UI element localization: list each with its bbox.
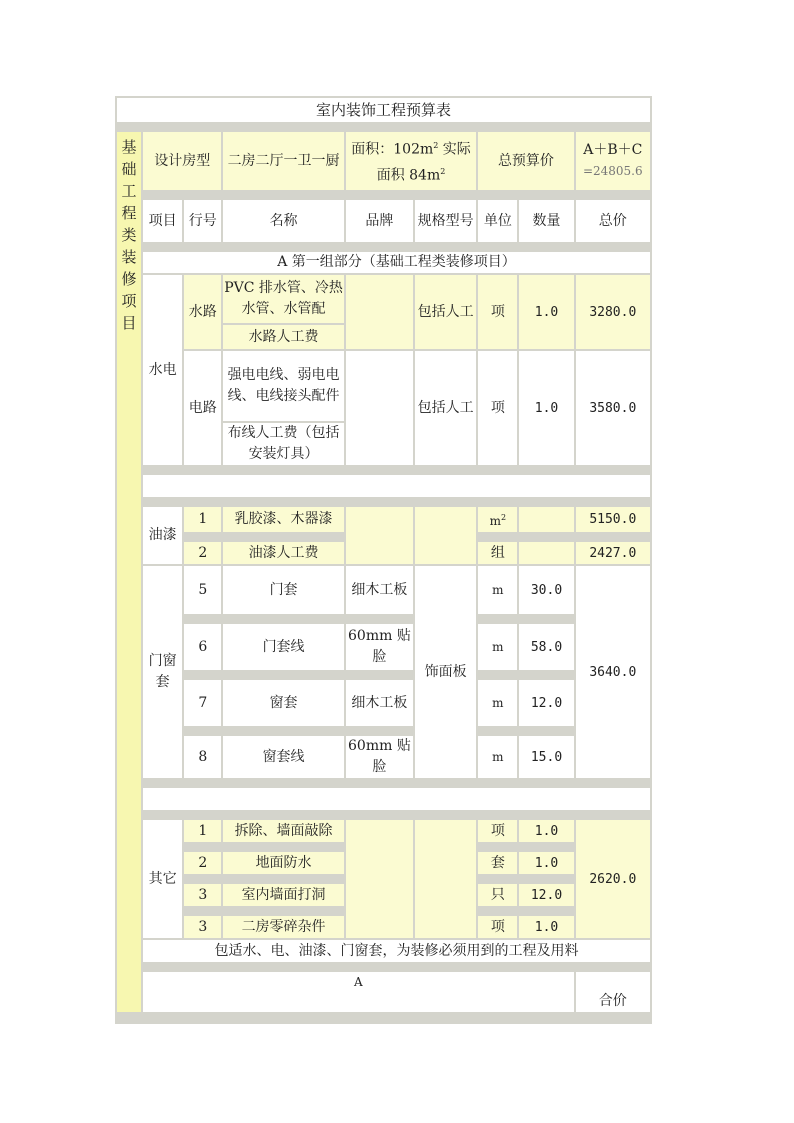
paint-unit [478,507,517,532]
side-char: 类 [121,226,137,244]
blank-row [143,475,650,497]
door-no: 8 [184,736,221,778]
door-qty: 30.0 [519,566,573,614]
header-item: 项目 [143,200,182,242]
door-qty: 58.0 [519,624,573,670]
header-name: 名称 [223,200,343,242]
other-no: 1 [184,820,221,842]
group-doors: 门窗套 [143,566,182,778]
other-no: 2 [184,852,221,874]
side-char: 基 [121,138,137,156]
elec-spec: 包括人工 [415,351,476,465]
group-paint: 油漆 [143,507,182,564]
door-brand: 60mm 贴脸 [346,624,413,670]
door-total: 3640.0 [576,566,650,778]
door-unit: m [478,624,517,670]
other-no: 3 [184,884,221,906]
door-qty: 12.0 [519,680,573,726]
paint-brand [346,507,413,564]
elec-item: 强电电线、弱电电线、电线接头配件 [223,351,343,421]
other-unit: 套 [478,852,517,874]
paint-unit-text: m [489,514,501,528]
door-no: 6 [184,624,221,670]
group-water-elec: 水电 [143,275,182,465]
area-sup: 2 [433,141,439,151]
door-no: 5 [184,566,221,614]
water-unit: 项 [478,275,517,349]
area-value [346,132,476,190]
water-total: 3280.0 [576,275,650,349]
door-qty: 15.0 [519,736,573,778]
paint-total: 2427.0 [576,542,650,564]
summary-note: 包适水、电、油漆、门窗套，为装修必须用到的工程及用料 [143,940,650,962]
door-unit: m [478,736,517,778]
layout-value: 二房二厅一卫一厨 [223,132,343,190]
footer-a: A [143,972,574,1012]
door-brand: 60mm 贴脸 [346,736,413,778]
door-name: 窗套线 [223,736,343,778]
water-item: PVC 排水管、冷热水管、水管配 [223,275,343,323]
header-row: 行号 [184,200,221,242]
other-qty: 1.0 [519,916,573,938]
header-spec: 规格型号 [415,200,476,242]
other-unit: 只 [478,884,517,906]
door-no: 7 [184,680,221,726]
paint-name: 乳胶漆、木器漆 [223,507,343,532]
header-brand: 品牌 [346,200,413,242]
paint-unit: 组 [478,542,517,564]
formula: A＋B＋C [583,142,643,158]
side-char: 目 [121,314,137,332]
other-name: 地面防水 [223,852,343,874]
elec-brand [346,351,413,465]
elec-qty: 1.0 [519,351,573,465]
other-qty: 1.0 [519,852,573,874]
paint-name: 油漆人工费 [223,542,343,564]
other-name: 拆除、墙面敲除 [223,820,343,842]
paint-spec [415,507,476,564]
other-unit: 项 [478,820,517,842]
door-name: 窗套 [223,680,343,726]
side-char: 项 [121,292,137,310]
other-spec [415,820,476,938]
paint-total: 5150.0 [576,507,650,532]
blank-row [143,788,650,810]
other-unit: 项 [478,916,517,938]
other-no: 3 [184,916,221,938]
header-total: 总价 [576,200,650,242]
side-char: 程 [121,204,137,222]
budget-sheet [115,96,652,1024]
elec-total: 3580.0 [576,351,650,465]
budget-table [115,96,652,1014]
area-sup-2: 2 [440,167,446,176]
formula-cell [576,132,650,190]
table-title: 室内装饰工程预算表 [117,98,650,122]
paint-no: 1 [184,507,221,532]
formula-value: =24805.6 [582,164,643,178]
door-unit: m [478,566,517,614]
side-char: 装 [121,248,137,266]
water-qty: 1.0 [519,275,573,349]
header-unit: 单位 [478,200,517,242]
paint-unit-sup: 2 [500,513,507,522]
water-brand [346,275,413,349]
paint-no: 2 [184,542,221,564]
side-label [117,132,141,1012]
other-total: 2620.0 [576,820,650,938]
side-char: 工 [121,182,137,200]
door-name: 门套 [223,566,343,614]
elec-label: 电路 [184,351,221,465]
door-spec: 饰面板 [415,566,476,778]
water-spec: 包括人工 [415,275,476,349]
door-brand: 细木工板 [346,680,413,726]
section-a-title: A 第一组部分（基础工程类装修项目） [143,252,650,273]
other-qty: 12.0 [519,884,573,906]
design-label: 设计房型 [143,132,221,190]
footer-total-label: 合价 [576,972,650,1012]
water-label: 水路 [184,275,221,349]
door-name: 门套线 [223,624,343,670]
other-name: 二房零碎杂件 [223,916,343,938]
paint-qty [519,507,573,532]
door-unit: m [478,680,517,726]
group-others: 其它 [143,820,182,938]
door-brand: 细木工板 [346,566,413,614]
side-char: 础 [121,160,137,178]
other-name: 室内墙面打洞 [223,884,343,906]
side-char: 修 [121,270,137,288]
other-qty: 1.0 [519,820,573,842]
header-qty: 数量 [519,200,573,242]
budget-label: 总预算价 [478,132,573,190]
elec-unit: 项 [478,351,517,465]
area-prefix: 面积：102m [351,142,434,158]
other-brand [346,820,413,938]
paint-qty [519,542,573,564]
elec-labor: 布线人工费（包括安装灯具） [223,423,343,465]
water-labor: 水路人工费 [223,325,343,349]
area-mid: 实际面积 84m [376,142,471,184]
